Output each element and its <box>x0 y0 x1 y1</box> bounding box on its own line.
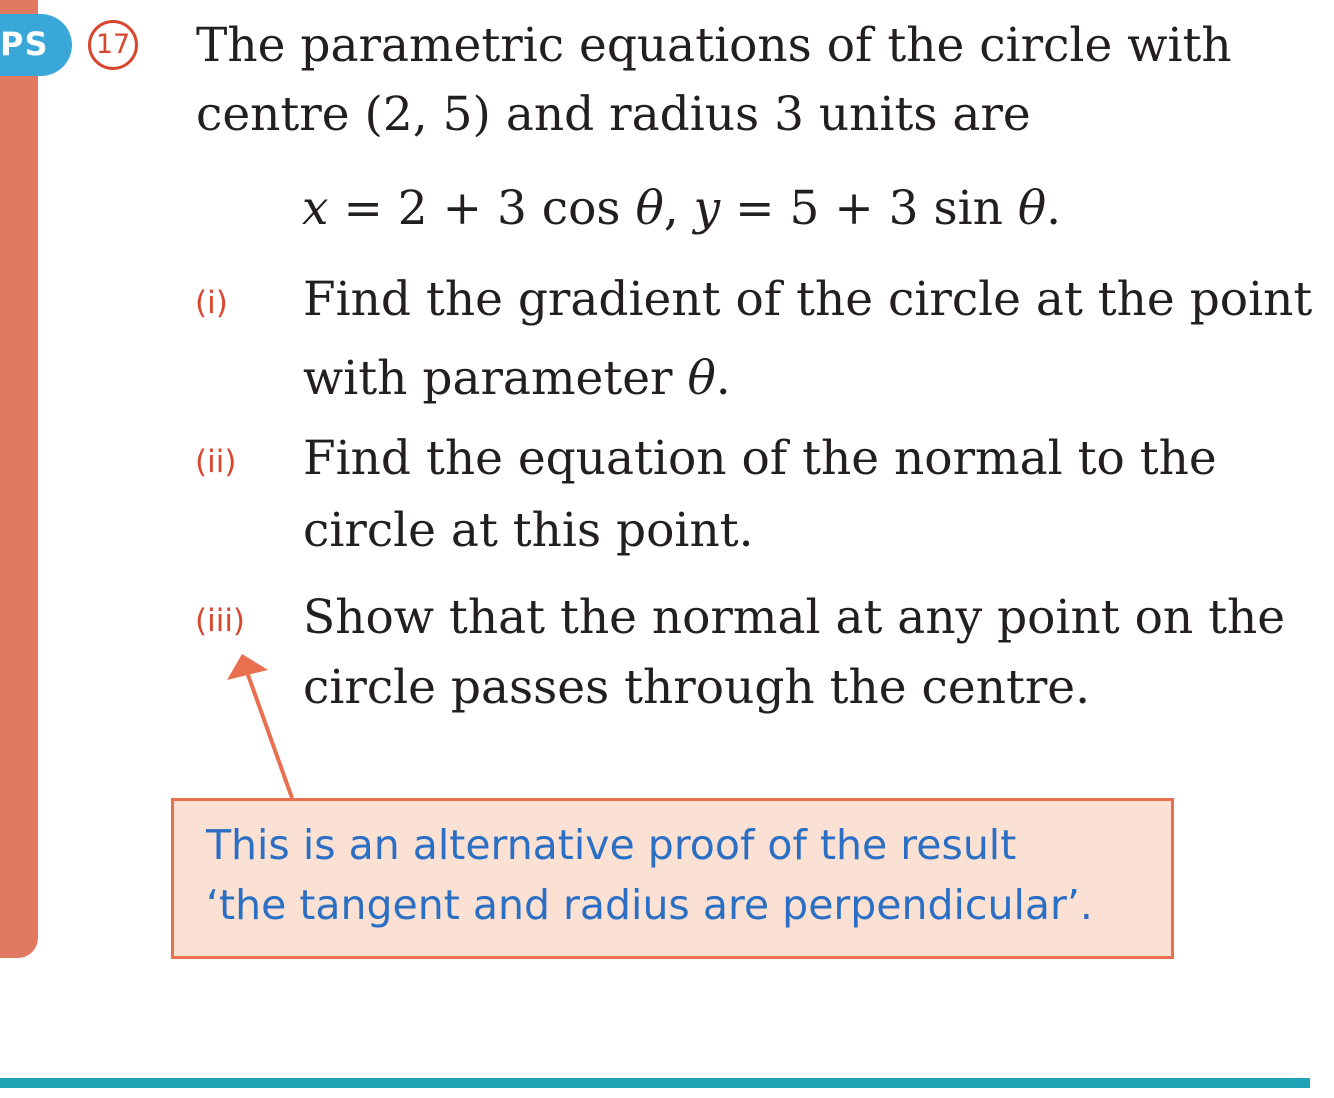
part-ii-line-2: circle at this point. <box>303 503 754 558</box>
equation-end: . <box>1046 181 1062 236</box>
equation-x-variable: x <box>302 181 329 236</box>
note-line-1: This is an alternative proof of the result <box>206 821 1017 869</box>
part-i-theta: θ <box>687 351 716 406</box>
note-line-2: ‘the tangent and radius are perpendicular’. <box>206 881 1093 929</box>
part-i-line-2-text: with parameter <box>303 351 688 406</box>
part-i-line-1: Find the gradient of the circle at the point <box>303 272 1313 327</box>
bottom-rule <box>0 1078 1310 1088</box>
question-intro-line-1: The parametric equations of the circle with <box>196 18 1232 73</box>
part-label-i: (i) <box>195 285 228 321</box>
question-number: 17 <box>88 20 138 70</box>
note-box <box>171 798 1174 959</box>
equation-x-rhs: = 2 + 3 cos <box>328 181 636 236</box>
part-iii-line-1: Show that the normal at any point on the <box>303 590 1286 645</box>
equation-y-variable: y <box>693 181 721 236</box>
part-i-line-2-end: . <box>715 351 731 406</box>
part-iii-line-2: circle passes through the centre. <box>303 660 1091 715</box>
problem-solving-label: PS <box>0 25 49 63</box>
part-ii-line-1: Find the equation of the normal to the <box>303 431 1217 486</box>
equation-theta-2: θ <box>1017 181 1047 236</box>
callout-arrow-shaft <box>247 672 292 798</box>
equation-separator: , <box>663 181 694 236</box>
part-label-ii: (ii) <box>195 444 237 480</box>
question-intro-line-2: centre (2, 5) and radius 3 units are <box>196 87 1031 142</box>
part-label-iii: (iii) <box>195 603 246 639</box>
equation-y-rhs: = 5 + 3 sin <box>720 181 1018 236</box>
equation-theta-1: θ <box>635 181 664 236</box>
